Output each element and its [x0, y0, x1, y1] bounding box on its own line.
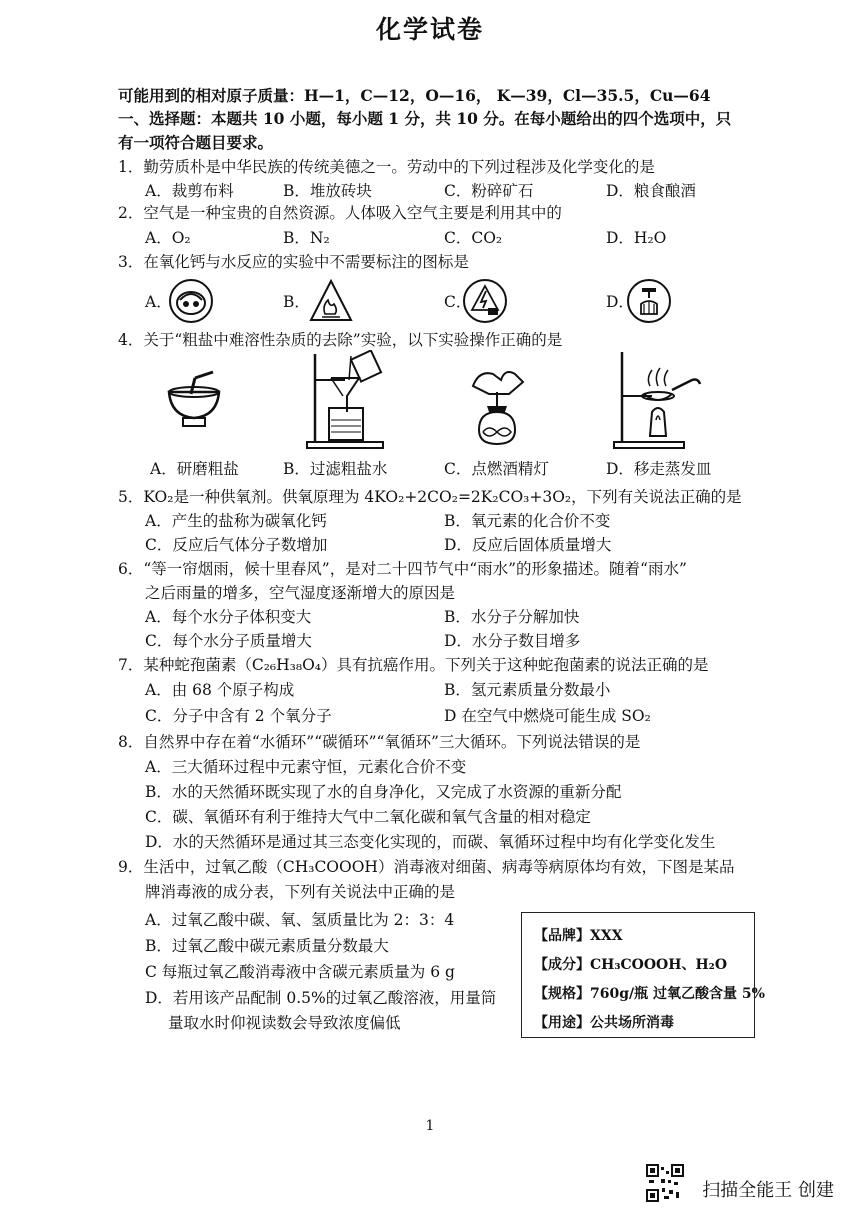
electricity-icon — [462, 278, 508, 324]
q9-stem-line2: 牌消毒液的成分表，下列有关说法中正确的是 — [145, 883, 456, 901]
q6-option-c: C．每个水分子质量增大 — [145, 632, 312, 650]
q9-option-b: B．过氧乙酸中碳元素质量分数最大 — [145, 937, 389, 955]
label-spec: 【规格】760g/瓶 过氧乙酸含量 5% — [534, 986, 765, 1002]
q3-stem: 3．在氧化钙与水反应的实验中不需要标注的图标是 — [118, 253, 469, 271]
q3-option-b: B． — [283, 293, 310, 311]
q7-option-a: A．由 68 个原子构成 — [145, 681, 295, 699]
q6-option-a: A．每个水分子体积变大 — [145, 608, 312, 626]
q5-option-c: C．反应后气体分子数增加 — [145, 536, 328, 554]
q7-option-c: C．分子中含有 2 个氧分子 — [145, 707, 332, 725]
q4-stem: 4．关于“粗盐中难溶性杂质的去除”实验，以下实验操作正确的是 — [118, 331, 563, 349]
q2-option-b: B．N₂ — [283, 229, 330, 247]
label-use: 【用途】公共场所消毒 — [534, 1015, 674, 1031]
mortar-pestle-illustration — [165, 370, 223, 432]
q4-option-d: D．移走蒸发皿 — [606, 460, 712, 478]
lighting-alcohol-lamp-illustration — [465, 360, 535, 450]
evaporating-dish-illustration — [612, 350, 702, 450]
q3-option-a: A． — [145, 293, 172, 311]
q4-option-a: A．研磨粗盐 — [150, 460, 239, 478]
q1-option-a: A．裁剪布料 — [145, 182, 234, 200]
q8-stem: 8．自然界中存在着“水循环”“碳循环”“氧循环”三大循环。下列说法错误的是 — [118, 733, 641, 751]
q6-option-d: D．水分子数目增多 — [444, 632, 581, 650]
q5-stem: 5．KO₂是一种供氧剂。供氧原理为 4KO₂+2CO₂=2K₂CO₃+3O₂，下列有关说法正确的是 — [118, 488, 742, 506]
q1-option-c: C．粉碎矿石 — [444, 182, 534, 200]
q2-option-a: A．O₂ — [145, 229, 191, 247]
atomic-masses: 可能用到的相对原子质量：H—1，C—12，O—16， K—39，Cl—35.5，Cu—64 — [118, 86, 711, 105]
q8-option-d: D．水的天然循环是通过其三态变化实现的，而碳、氧循环过程中均有化学变化发生 — [145, 833, 716, 851]
q1-stem: 1．勤劳质朴是中华民族的传统美德之一。劳动中的下列过程涉及化学变化的是 — [118, 158, 655, 176]
q8-option-b: B．水的天然循环既实现了水的自身净化，又完成了水资源的重新分配 — [145, 783, 622, 801]
section-heading-line1: 一、选择题：本题共 10 小题，每小题 1 分，共 10 分。在每小题给出的四个选项中，只 — [118, 109, 732, 128]
q5-option-a: A．产生的盐称为碳氧化钙 — [145, 512, 327, 530]
q6-stem-line2: 之后雨量的增多，空气湿度逐渐增大的原因是 — [145, 584, 456, 602]
q4-option-b: B．过滤粗盐水 — [283, 460, 388, 478]
qr-code-icon — [646, 1164, 684, 1202]
q8-option-c: C．碳、氧循环有利于维持大气中二氧化碳和氧气含量的相对稳定 — [145, 808, 591, 826]
q7-option-d: D 在空气中燃烧可能生成 SO₂ — [444, 707, 651, 725]
page-title: 化学试卷 — [375, 15, 484, 44]
q7-option-b: B．氢元素质量分数最小 — [444, 681, 611, 699]
q1-option-d: D．粮食酿酒 — [606, 182, 696, 200]
q9-option-d-line1: D．若用该产品配制 0.5%的过氧乙酸溶液，用量筒 — [145, 989, 497, 1007]
q6-option-b: B．水分子分解加快 — [444, 608, 580, 626]
q5-option-d: D．反应后固体质量增大 — [444, 536, 612, 554]
q3-option-c: C． — [444, 293, 472, 311]
label-brand: 【品牌】XXX — [534, 928, 623, 944]
scanner-watermark: 扫描全能王 创建 — [702, 1180, 834, 1201]
product-label-box — [521, 912, 765, 1038]
q3-option-d: D． — [606, 293, 634, 311]
q8-option-a: A．三大循环过程中元素守恒，元素化合价不变 — [145, 758, 467, 776]
q9-option-a: A．过氧乙酸中碳、氧、氢质量比为 2：3：4 — [145, 911, 455, 929]
page-number: 1 — [425, 1118, 435, 1134]
q9-stem-line1: 9．生活中，过氧乙酸（CH₃COOOH）消毒液对细菌、病毒等病原体均有效，下图是某品 — [118, 858, 735, 876]
q1-option-b: B．堆放砖块 — [283, 182, 372, 200]
section-heading-line2: 有一项符合题目要求。 — [118, 133, 274, 152]
q2-stem: 2．空气是一种宝贵的自然资源。人体吸入空气主要是利用其中的 — [118, 204, 562, 222]
filtration-illustration — [305, 350, 385, 450]
q5-option-b: B．氧元素的化合价不变 — [444, 512, 611, 530]
q6-stem-line1: 6．“等一帘烟雨，候十里春风”，是对二十四节气中“雨水”的形象描述。随着“雨水” — [118, 560, 687, 578]
q7-stem: 7．某种蛇孢菌素（C₂₆H₃₈O₄）具有抗癌作用。下列关于这种蛇孢菌素的说法正确的是 — [118, 656, 709, 674]
q2-option-d: D．H₂O — [606, 229, 667, 247]
wash-hands-icon — [626, 278, 672, 324]
label-ingredients: 【成分】CH₃COOOH、H₂O — [534, 957, 728, 973]
q9-option-d-line2: 量取水时仰视读数会导致浓度偏低 — [168, 1014, 401, 1032]
q2-option-c: C．CO₂ — [444, 229, 503, 247]
eye-protection-icon — [168, 278, 214, 324]
q9-option-c: C 每瓶过氧乙酸消毒液中含碳元素质量为 6 g — [145, 963, 455, 981]
q4-option-c: C．点燃酒精灯 — [444, 460, 549, 478]
hot-surface-icon — [308, 278, 354, 324]
